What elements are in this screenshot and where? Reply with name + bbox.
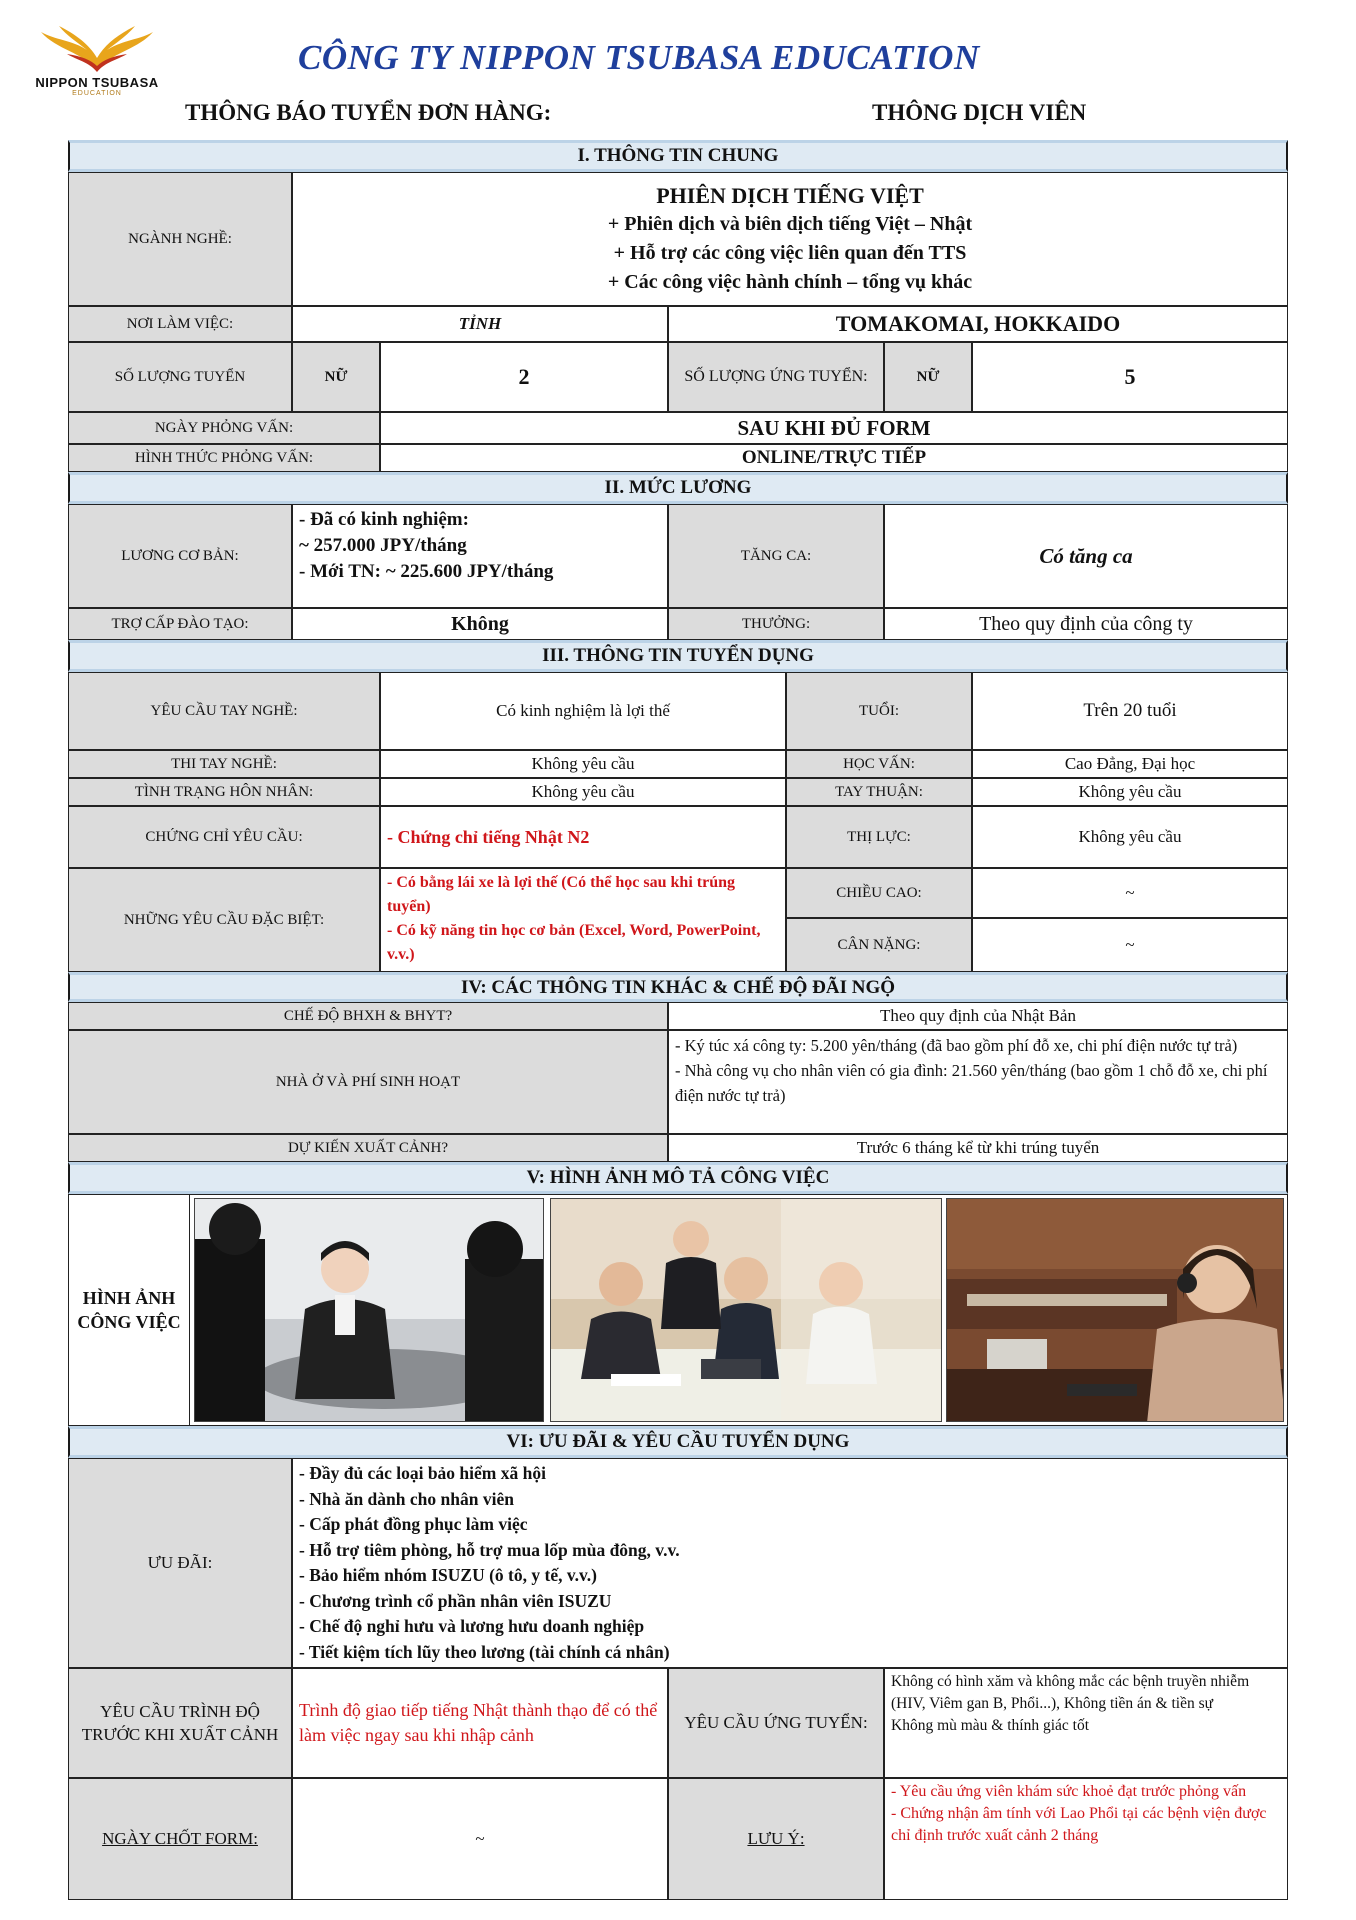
tay-thuan-label: TAY THUẬN:: [786, 778, 972, 806]
tro-cap-value: Không: [292, 608, 668, 640]
company-title: CÔNG TY NIPPON TSUBASA EDUCATION: [298, 38, 980, 77]
thi-luc-label: THỊ LỰC:: [786, 806, 972, 868]
luu-y-value: [884, 1778, 1288, 1900]
photo-meeting: [194, 1198, 544, 1422]
chot-form-value: ~: [292, 1778, 668, 1900]
luong-label: LƯƠNG CƠ BẢN:: [68, 504, 292, 608]
hinh-thuc-label: HÌNH THỨC PHỎNG VẤN:: [68, 444, 380, 472]
can-nang-value: ~: [972, 918, 1288, 972]
section-5-title: V: HÌNH ẢNH MÔ TẢ CÔNG VIỆC: [68, 1162, 1288, 1194]
section-6-title: VI: ƯU ĐÃI & YÊU CẦU TUYỂN DỤNG: [68, 1426, 1288, 1458]
section-4-title: IV: CÁC THÔNG TIN KHÁC & CHẾ ĐỘ ĐÃI NGỘ: [68, 972, 1288, 1002]
tang-ca-label: TĂNG CA:: [668, 504, 884, 608]
luu-y-line-2: - Chứng nhận âm tính với Lao Phổi tại các bệnh viện được chỉ định trước xuất cảnh 2 tháng: [891, 1805, 1267, 1844]
sl-tuyen-gender: NỮ: [292, 342, 380, 412]
photo-label: HÌNH ẢNH CÔNG VIỆC: [68, 1194, 190, 1426]
sl-tuyen-label: SỐ LƯỢNG TUYỂN: [68, 342, 292, 412]
tay-nghe-label: YÊU CẦU TAY NGHỀ:: [68, 672, 380, 750]
nganh-line-4: + Các công việc hành chính – tổng vụ khác: [607, 271, 973, 293]
section-3-title: III. THÔNG TIN TUYỂN DỤNG: [68, 640, 1288, 672]
luong-value: [292, 504, 668, 608]
notice-position: THÔNG DỊCH VIÊN: [872, 100, 1087, 125]
luu-y-label: LƯU Ý:: [668, 1778, 884, 1900]
uu-dai-line-4: - Hỗ trợ tiêm phòng, hỗ trợ mua lốp mùa đông, v.v.: [299, 1539, 680, 1560]
trinh-do-label: YÊU CẦU TRÌNH ĐỘ TRƯỚC KHI XUẤT CẢNH: [68, 1668, 292, 1778]
nganh-line-2: + Phiên dịch và biên dịch tiếng Việt – Nhật: [607, 213, 973, 235]
can-nang-label: CÂN NẶNG:: [786, 918, 972, 972]
noi-value: TOMAKOMAI, HOKKAIDO: [668, 306, 1288, 342]
chot-form-label: NGÀY CHỐT FORM:: [68, 1778, 292, 1900]
nha-o-label: NHÀ Ở VÀ PHÍ SINH HOẠT: [68, 1030, 668, 1134]
uu-dai-line-8: - Tiết kiệm tích lũy theo lương (tài chính cá nhân): [299, 1641, 670, 1662]
dac-biet-line-2: - Có kỹ năng tin học cơ bản (Excel, Word, PowerPoint, v.v.): [387, 922, 761, 963]
tang-ca-value: Có tăng ca: [884, 504, 1288, 608]
xuat-canh-value: Trước 6 tháng kể từ khi trúng tuyển: [668, 1134, 1288, 1162]
wings-logo-icon: [37, 22, 157, 77]
ung-tuyen-line-1: Không có hình xăm và không mắc các bệnh truyền nhiễm (HIV, Viêm gan B, Phổi...), Không tiền án & tiền sự: [891, 1673, 1250, 1712]
nganh-label: NGÀNH NGHỀ:: [68, 172, 292, 306]
uu-dai-line-7: - Chế độ nghỉ hưu và lương hưu doanh nghiệp: [299, 1616, 645, 1636]
ung-tuyen-label: YÊU CẦU ỨNG TUYỂN:: [668, 1668, 884, 1778]
luu-y-line-1: - Yêu cầu ứng viên khám sức khoẻ đạt trước phỏng vấn: [891, 1783, 1247, 1800]
hon-nhan-value: Không yêu cầu: [380, 778, 786, 806]
nha-o-line-1: - Ký túc xá công ty: 5.200 yên/tháng (đã bao gồm phí đỗ xe, chi phí điện nước tự trả): [675, 1036, 1238, 1055]
chieu-cao-label: CHIỀU CAO:: [786, 868, 972, 918]
dac-biet-label: NHỮNG YÊU CẦU ĐẶC BIỆT:: [68, 868, 380, 972]
ung-tuyen-line-2: Không mù màu & thính giác tốt: [891, 1717, 1090, 1734]
ung-tuyen-value: [884, 1668, 1288, 1778]
job-sheet: [68, 140, 1288, 1918]
tay-thuan-value: Không yêu cầu: [972, 778, 1288, 806]
logo-name: NIPPON TSUBASA: [35, 75, 159, 90]
luong-line-2: ~ 257.000 JPY/tháng: [299, 535, 467, 556]
uu-dai-value: [292, 1458, 1288, 1668]
thi-label: THI TAY NGHỀ:: [68, 750, 380, 778]
nha-o-value: [668, 1030, 1288, 1134]
uu-dai-label: ƯU ĐÃI:: [68, 1458, 292, 1668]
xuat-canh-label: DỰ KIẾN XUẤT CẢNH?: [68, 1134, 668, 1162]
chieu-cao-value: ~: [972, 868, 1288, 918]
tuoi-value: Trên 20 tuổi: [972, 672, 1288, 750]
company-logo: [22, 22, 172, 112]
tro-cap-label: TRỢ CẤP ĐÀO TẠO:: [68, 608, 292, 640]
thuong-value: Theo quy định của công ty: [884, 608, 1288, 640]
ngay-pv-label: NGÀY PHỎNG VẤN:: [68, 412, 380, 444]
thi-luc-value: Không yêu cầu: [972, 806, 1288, 868]
chung-chi-value: - Chứng chỉ tiếng Nhật N2: [380, 806, 786, 868]
thi-value: Không yêu cầu: [380, 750, 786, 778]
section-2-title: II. MỨC LƯƠNG: [68, 472, 1288, 504]
logo-sub: EDUCATION: [72, 90, 122, 97]
uu-dai-line-3: - Cấp phát đồng phục làm việc: [299, 1514, 528, 1534]
uu-dai-line-6: - Chương trình cổ phần nhân viên ISUZU: [299, 1590, 612, 1611]
nganh-line-3: + Hỗ trợ các công việc liên quan đến TTS: [613, 242, 967, 264]
photo-office-team: [550, 1198, 942, 1422]
photo-interpreter: [946, 1198, 1284, 1422]
noi-label: NƠI LÀM VIỆC:: [68, 306, 292, 342]
sl-tuyen-value: 2: [380, 342, 668, 412]
hoc-van-value: Cao Đẳng, Đại học: [972, 750, 1288, 778]
tay-nghe-value: Có kinh nghiệm là lợi thế: [380, 672, 786, 750]
hinh-thuc-value: ONLINE/TRỰC TIẾP: [380, 444, 1288, 472]
bh-value: Theo quy định của Nhật Bản: [668, 1002, 1288, 1030]
uu-dai-line-2: - Nhà ăn dành cho nhân viên: [299, 1488, 514, 1509]
nha-o-line-2: - Nhà công vụ cho nhân viên có gia đình: 21.560 yên/tháng (bao gồm 1 chỗ đỗ xe, chi phí điện nước tự trả): [675, 1061, 1268, 1105]
chung-chi-label: CHỨNG CHỈ YÊU CẦU:: [68, 806, 380, 868]
bh-label: CHẾ ĐỘ BHXH & BHYT?: [68, 1002, 668, 1030]
dac-biet-line-1: - Có bằng lái xe là lợi thế (Có thể học sau khi trúng tuyển): [387, 874, 735, 915]
tinh-value: TỈNH: [292, 306, 668, 342]
ngay-pv-value: SAU KHI ĐỦ FORM: [380, 412, 1288, 444]
sl-ung-gender: NỮ: [884, 342, 972, 412]
nganh-value: [292, 172, 1288, 306]
thuong-label: THƯỞNG:: [668, 608, 884, 640]
uu-dai-line-5: - Bảo hiểm nhóm ISUZU (ô tô, y tế, v.v.): [299, 1565, 597, 1585]
hoc-van-label: HỌC VẤN:: [786, 750, 972, 778]
notice-label: THÔNG BÁO TUYỂN ĐƠN HÀNG:: [185, 100, 552, 125]
luong-line-3: - Mới TN: ~ 225.600 JPY/tháng: [299, 561, 554, 582]
hon-nhan-label: TÌNH TRẠNG HÔN NHÂN:: [68, 778, 380, 806]
tuoi-label: TUỔI:: [786, 672, 972, 750]
dac-biet-value: [380, 868, 786, 972]
section-1-title: I. THÔNG TIN CHUNG: [68, 140, 1288, 172]
sl-ung-label: SỐ LƯỢNG ỨNG TUYỂN:: [668, 342, 884, 412]
luong-line-1: - Đã có kinh nghiệm:: [299, 509, 469, 530]
trinh-do-value: Trình độ giao tiếp tiếng Nhật thành thạo để có thể làm việc ngay sau khi nhập cảnh: [292, 1668, 668, 1778]
nganh-line-1: PHIÊN DỊCH TIẾNG VIỆT: [656, 183, 924, 208]
uu-dai-line-1: - Đầy đủ các loại bảo hiểm xã hội: [299, 1463, 546, 1483]
sl-ung-value: 5: [972, 342, 1288, 412]
